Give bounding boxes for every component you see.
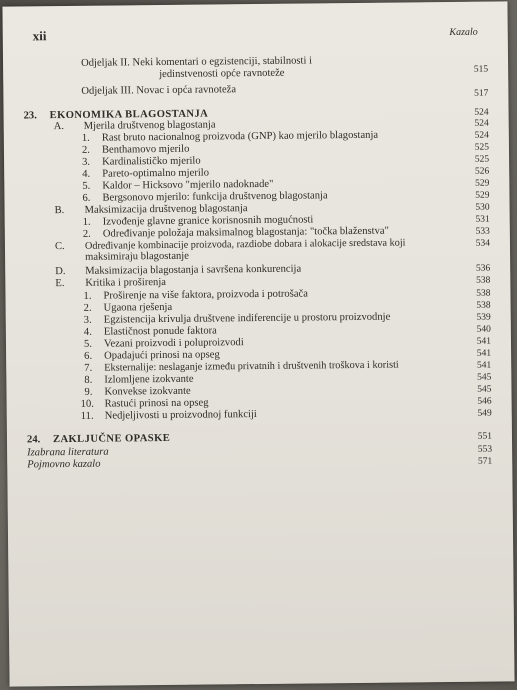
- toc-entry-page: 539: [476, 312, 491, 323]
- toc-entry-text: Pareto-optimalno mjerilo: [102, 167, 210, 180]
- toc-entry-number: 6.: [84, 350, 93, 362]
- toc-entry-text: Vezani proizvodi i poluproizvodi: [103, 337, 244, 350]
- toc-entry-text: Izvođenje glavne granice korisnosnih mogućnosti: [102, 214, 314, 228]
- toc-entry-page: 549: [477, 408, 492, 419]
- toc-entry-text: Opadajući prinosi na opseg: [104, 349, 220, 362]
- toc-entry-text: Maksimizacija društvenog blagostanja: [84, 203, 248, 216]
- toc-entry-number: 10.: [80, 398, 94, 410]
- toc-entry-number: A.: [53, 121, 65, 133]
- toc-entry-page: 553: [477, 444, 493, 455]
- toc-entry-number: 1.: [82, 216, 91, 228]
- toc-entry-text: Određivanje položaja maksimalnog blagostanja: "točka blaženstva": [102, 225, 389, 240]
- toc-entry-page: 541: [476, 336, 492, 347]
- toc-entry-page: 538: [476, 275, 491, 286]
- toc-entry-text: Benthamovo mjerilo: [101, 143, 190, 156]
- toc-entry-number: 6.: [82, 192, 91, 204]
- toc-entry-number: 7.: [84, 362, 93, 374]
- toc-entry-number: 23.: [23, 110, 37, 122]
- toc-entry-text: Kardinalističko mjerilo: [102, 155, 201, 168]
- toc-entry-text: EKONOMIKA BLAGOSTANJA: [49, 108, 209, 122]
- toc-entry-text: Određivanje kombinacije proizvoda, razdiobe dobara i alokacije sredstava koji: [84, 237, 406, 252]
- page-number: xii: [32, 28, 47, 44]
- toc-entry-number: 8.: [84, 374, 93, 386]
- toc-entry-number: 2.: [82, 228, 91, 240]
- toc-entry-text: Kaldor – Hicksovo "mjerilo nadoknade": [102, 178, 274, 192]
- toc-entry-number: 2.: [83, 302, 92, 314]
- toc-entry-number: 2.: [81, 144, 90, 156]
- toc-entry-page: 533: [475, 226, 490, 237]
- table-of-contents: [2, 1, 514, 686]
- toc-entry-page: 541: [476, 348, 492, 359]
- toc-entry-number: 4.: [83, 326, 92, 338]
- toc-entry-page: 540: [476, 324, 491, 335]
- toc-entry-page: 551: [477, 431, 493, 442]
- toc-entry-text: Izabrana literatura: [27, 446, 109, 459]
- book-page: [2, 1, 514, 686]
- toc-entry-page: 536: [475, 263, 491, 274]
- toc-entry-page: 515: [473, 64, 489, 75]
- toc-entry-number: D.: [55, 266, 66, 278]
- toc-entry-text: Odjeljak III. Novac i opća ravnoteža: [81, 84, 237, 97]
- toc-entry-page: 538: [476, 288, 491, 299]
- toc-entry-page: 531: [475, 214, 490, 225]
- toc-entry-number: E.: [55, 278, 65, 290]
- toc-entry-number: 4.: [82, 168, 91, 180]
- toc-entry-text: Ugaona rješenja: [103, 301, 173, 314]
- toc-entry-text: jedinstvenosti opće ravnoteže: [159, 67, 285, 81]
- toc-entry-page: 524: [474, 118, 489, 129]
- toc-entry-text: Egzistencija krivulja društvene indiferencije u prostoru proizvodnje: [103, 311, 391, 326]
- toc-entry-page: 545: [477, 372, 492, 383]
- toc-entry-number: 3.: [82, 156, 91, 168]
- toc-entry-page: 529: [475, 178, 490, 189]
- toc-entry-number: 5.: [83, 338, 93, 350]
- toc-entry-page: 525: [474, 154, 490, 165]
- toc-entry-page: 538: [476, 300, 491, 311]
- toc-entry-text: Elastičnost ponude faktora: [103, 325, 217, 338]
- toc-entry-number: B.: [54, 205, 65, 217]
- toc-entry-text: Rastući prinosi na opseg: [104, 397, 209, 410]
- toc-entry-page: 517: [474, 88, 489, 99]
- toc-entry-text: Konvekse izokvante: [104, 385, 191, 398]
- toc-entry-page: 525: [474, 142, 490, 153]
- toc-entry-page: 530: [475, 202, 490, 213]
- toc-entry-number: 24.: [26, 434, 41, 446]
- toc-entry-page: 529: [475, 190, 490, 201]
- toc-entry-text: ZAKLJUČNE OPASKE: [52, 432, 171, 446]
- toc-entry-text: Eksternalije: neslaganje između privatnih i društvenih troškova i koristi: [104, 359, 399, 374]
- toc-entry-text: Rast bruto nacionalnog proizvoda (GNP) kao mjerilo blagostanja: [101, 129, 379, 144]
- toc-entry-number: 3.: [83, 314, 92, 326]
- toc-entry-page: 524: [474, 107, 489, 118]
- toc-entry-page: 526: [474, 166, 490, 177]
- toc-entry-text: Mjerila društvenog blagostanja: [83, 119, 216, 132]
- toc-entry-number: 5.: [82, 180, 91, 192]
- toc-entry-number: 1.: [83, 290, 92, 302]
- toc-entry-text: Odjeljak II. Neki komentari o egzistenciji, stabilnosti i: [80, 55, 313, 69]
- running-head: Kazalo: [449, 26, 478, 38]
- toc-entry-text: Bergsonovo mjerilo: funkcija društvenog blagostanja: [102, 190, 328, 204]
- toc-entry-text: Maksimizacija blagostanja i savršena konkurencija: [85, 263, 302, 277]
- toc-entry-text: maksimiraju blagostanje: [85, 250, 189, 263]
- toc-entry-number: C.: [54, 241, 65, 253]
- toc-entry-text: Pojmovno kazalo: [27, 458, 101, 471]
- toc-entry-number: 1.: [81, 132, 90, 144]
- toc-entry-text: Nedjeljivosti u proizvodnoj funkciji: [104, 409, 257, 422]
- toc-entry-page: 534: [475, 238, 491, 249]
- toc-entry-page: 541: [476, 360, 492, 371]
- toc-entry-text: Proširenje na više faktora, proizvoda i potrošača: [103, 288, 308, 302]
- toc-entry-page: 545: [477, 384, 492, 395]
- toc-entry-page: 524: [474, 130, 489, 141]
- toc-entry-page: 546: [477, 396, 492, 407]
- toc-entry-number: 9.: [84, 386, 93, 398]
- toc-entry-number: 11.: [80, 410, 94, 422]
- toc-entry-page: 571: [477, 456, 493, 467]
- toc-entry-text: Kritika i proširenja: [85, 276, 167, 289]
- toc-entry-text: Izlomljene izokvante: [104, 373, 194, 386]
